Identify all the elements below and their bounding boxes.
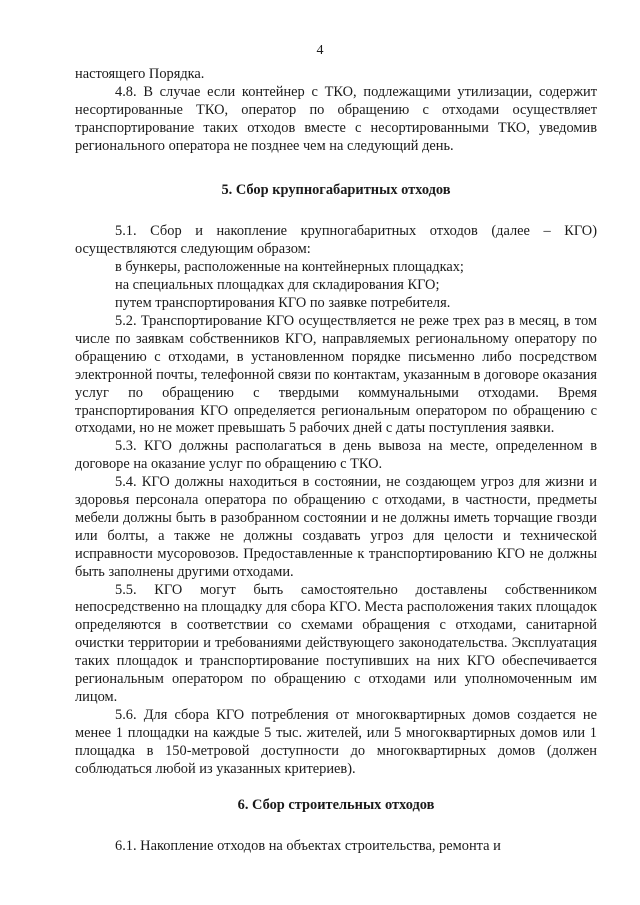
document-body <box>75 66 597 856</box>
paragraph-4-8: 4.8. В случае если контейнер с ТКО, подлежащими утилизации, содержит несортированные ТКО, оператор по обращению с отходами осуществляет транспортирование таких отходов вместе с несортированными ТКО, уведомив регионального оператора не позднее чем на следующий день. <box>75 83 597 154</box>
list-item: путем транспортирования КГО по заявке потребителя. <box>115 295 451 312</box>
paragraph-5-6: 5.6. Для сбора КГО потребления от многоквартирных домов создается не менее 1 площадки на каждые 5 тыс. жителей, или 5 многоквартирных домов или 1 площадка в 150-метровой доступности до многоквартирных домов (должен соблюдаться любой из указанных критериев). <box>75 706 597 777</box>
paragraph-5-4: 5.4. КГО должны находиться в состоянии, не создающем угроз для жизни и здоровья персонала оператора по обращению с отходами, в частности, предметы мебели должны быть в разобранном состоянии и не должны иметь торчащие гвозди или болты, а также не должны создавать угроз для целости и технической исправности мусоровозов. Предоставленные к транспортированию КГО не должны быть заполнены другими отходами. <box>75 474 597 580</box>
paragraph-continuation: настоящего Порядка. <box>75 66 205 82</box>
list-item: в бункеры, расположенные на контейнерных площадках; <box>115 259 464 276</box>
paragraph-5-3: 5.3. КГО должны располагаться в день вывоза на месте, определенном в договоре на оказание услуг по обращению с ТКО. <box>75 438 597 473</box>
paragraph-5-2: 5.2. Транспортирование КГО осуществляется не реже трех раз в месяц, в том числе по заявкам собственников КГО, направляемых региональному оператору по обращению с отходами, в установленном порядке письменно либо посредством электронной почты, телефонной связи по контактам, указанным в договоре оказания услуг по обращению с твердыми коммунальными отходами. Время транспортирования КГО определяется региональным оператором по обращению с отходами, но не может превышать 5 рабочих дней с даты поступления заявки. <box>75 312 597 437</box>
paragraph-6-1: 6.1. Накопление отходов на объектах строительства, ремонта и <box>115 838 501 855</box>
section-6-heading: 6. Сбор строительных отходов <box>237 796 435 813</box>
paragraph-5-5: 5.5. КГО могут быть самостоятельно доставлены собственником непосредственно на площадку для сбора КГО. Места расположения таких площадок определяются в соответствии со схемами обращения с отходами, санитарной очистки территории и требованиями действующего законодательства. Эксплуатация таких площадок и транспортирование поступивших на них КГО обеспечивается региональным оператором по обращению с отходами или уполномоченным им лицом. <box>75 581 597 705</box>
page-number: 4 <box>316 43 324 58</box>
section-5-heading: 5. Сбор крупногабаритных отходов <box>221 181 451 198</box>
list-item: на специальных площадках для складирования КГО; <box>115 277 440 294</box>
paragraph-5-1: 5.1. Сбор и накопление крупногабаритных отходов (далее – КГО) осуществляются следующим образом: <box>75 223 597 258</box>
